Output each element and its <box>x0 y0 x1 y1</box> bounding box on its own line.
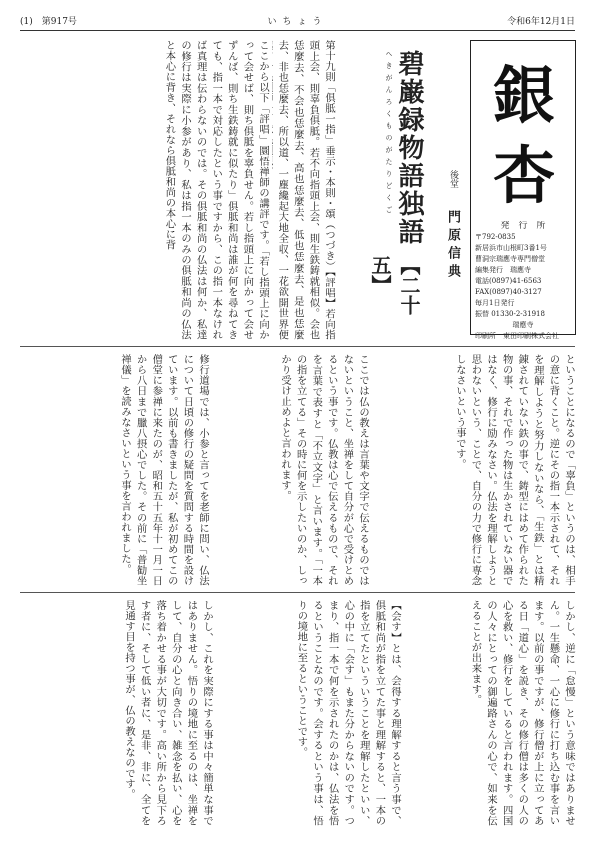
printer: 印刷所 東田印刷株式会社 <box>475 332 559 340</box>
fax: FAX(0897)40-3127 <box>475 288 542 296</box>
logo-char-1: 銀 <box>492 59 556 132</box>
title-ruby: へきがんろくものがたりどくご <box>385 50 393 218</box>
text-column-2: ここから以下「評唱」圜悟禅師の講評です。「若し指頭上に向かって会せば、則ち俱胝を辜負せん。若し指頭上に向かって会せずんば、則ち生鉄鋳就に似たり」俱胝和尚は誰が何を尋ねてきても、指一本で対応したという事ですから、この指一本なければ真理は伝わらないのでは。その俱胝和尚の仏法は何か、私達の修行は実際に小参があり、私は指一本のみの俱胝和尚の仏法と本心に背き、それなら俱胝和尚の本心に背 <box>163 40 269 340</box>
text-column-5: ここでは仏の教えは言葉や文字で伝えるものではないということ、坐禅をして自分が心で受けとめるという事です。仏教は心で伝えるもので、それを言葉で表すと「不立文字」と言います。「一本の指を立てる」その時に何を示したいのか、しっかり受け止めよと言われます。 <box>279 354 369 586</box>
paper-name: いちょう <box>267 17 328 27</box>
frequency: 毎月1日発行 <box>475 299 515 307</box>
author-name: 門原信典 <box>445 210 460 282</box>
phone: 電話(0897)41-6563 <box>475 277 542 285</box>
issue-number: (1) 第917号 <box>20 17 77 27</box>
masthead <box>470 40 576 340</box>
page-header <box>20 14 575 30</box>
logo-char-2: 杏 <box>492 139 556 212</box>
ginkgo-logo <box>485 47 563 217</box>
author-role: 後堂 <box>448 170 458 188</box>
transfer-name: 瑞應寺 <box>512 321 534 329</box>
publisher-label: 発 行 所 <box>500 221 546 231</box>
header-rule <box>20 30 575 31</box>
band-rule-1 <box>20 346 575 347</box>
text-column-3: ということになるので「辜負」というのは、相手の意に背くこと。逆にその指一本示されて、それを理解しようと努力しないなら、「生鉄」とは精錬されていない鉄の事で、鋳型にはめて作られた物の事、それで作った物は生かされていない器ではなく、修行に励みなさい。仏法を理解しようと思わないという、ことで、自分の力で修行に専念しなさいという事です。 <box>453 354 575 586</box>
temple-name: 曹洞宗瑞應寺専門僧堂 <box>475 255 545 263</box>
editor: 編集発行 瑞應寺 <box>475 266 531 274</box>
postal-transfer: 振替 01330-2-31918 <box>475 310 545 318</box>
band-rule-2 <box>20 592 575 593</box>
article-title: 碧巌録物語独語 <box>394 50 424 246</box>
article-title-block <box>340 40 468 340</box>
issue-date: 令和6年12月1日 <box>507 17 575 27</box>
installment-number: 【二十五】 <box>368 255 421 315</box>
text-column-7: 【会す】とは、会得する理解すると言う事で、俱胝和尚が指を立てた事と理解すると、一本の指を立てたといういうことを理解したといい、心の中に「会す」もまた分からないのです。つまり、指一本で何を示されたのかは、仏法を悟るということなのです。会するという事は、悟りの境地に至るということです。 <box>295 600 401 826</box>
text-column-8: しかし、これを実際にする事は中々簡単な事ではありません。悟りの境地に至るのは、坐禅をして、自分の心と向き合い、雑念を払い、心を落ち着かせる事が大切です。高い所から見下ろす者に、そして低い者に、是非、非に、全てを見通す目を持つ事が、仏の教えなのです。 <box>123 600 213 826</box>
text-column-4: 修行道場では、小参と言ってを老師に問い、仏法について日頃の修行の疑問を質問する時間を設けています。以前も書きましたが、私が初めてこの僧堂に参禅に来たのが、昭和五十五年十一月一日から八日まで臘八摂心でした。その前に「普勧坐禅儀」を読みなさいという事を言われました。 <box>119 354 209 586</box>
text-column-6: しかし、逆に「怠慢」という意味ではありません。一生懸命、一心に修行に打ち込む事を言います。以前の事ですが、修行僧が上に立ってある日「道心」を説き、その修行僧は多くの人の心を救い、修行をしていると言われます。四国の人々にとっての御遍路さんの心で、如来を伝えることが出来ます。 <box>469 600 575 826</box>
masthead-info <box>475 221 571 342</box>
text-column-1: 第十九則「俱胝一指」垂示・本則・頌（つづき）【評唱】若向指頭上会、則辜負俱胝。若不向指頭上会、則生鉄鋳就相似。会也恁麼去、不会也恁麼去、高也恁麼去、低也恁麼去、是也恁麼去、非也恁麼去、所以道、一塵纔起大地全収、一花欲開世界便 <box>276 40 335 340</box>
address: 新居浜市山根町3番1号 <box>475 244 547 252</box>
postal-code: 〒792-0835 <box>475 233 516 241</box>
